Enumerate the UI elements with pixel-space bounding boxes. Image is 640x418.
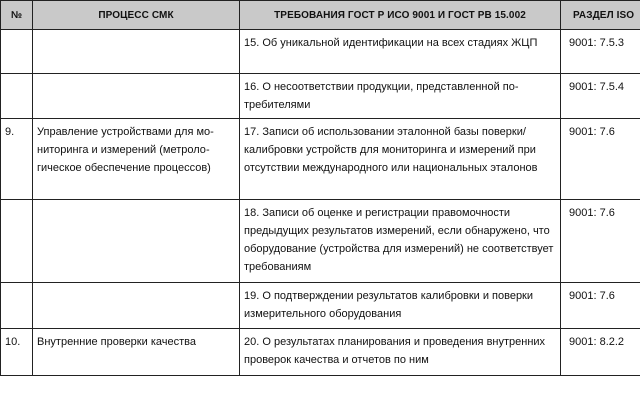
row-number: 10.	[1, 329, 33, 376]
row-section: 9001: 7.6	[561, 200, 640, 283]
row-section: 9001: 8.2.2	[561, 329, 640, 376]
row-process	[33, 283, 240, 329]
row-section: 9001: 7.6	[561, 283, 640, 329]
row-requirement: 18. Записи об оценке и регистрации правомочности предыдущих результатов измерений, если обнаружено, что оборудование (устройства для измерений) не соответствует требованиям	[240, 200, 561, 283]
row-number: 9.	[1, 119, 33, 200]
header-process: ПРОЦЕСС СМК	[33, 1, 240, 30]
header-requirements: ТРЕБОВАНИЯ ГОСТ Р ИСО 9001 И ГОСТ РВ 15.002	[240, 1, 561, 30]
row-section: 9001: 7.6	[561, 119, 640, 200]
row-number	[1, 283, 33, 329]
row-number	[1, 200, 33, 283]
table-row	[1, 30, 640, 74]
row-requirement: 15. Об уникальной идентификации на всех стадиях ЖЦП	[240, 30, 561, 74]
row-requirement: 20. О результатах планирования и проведения внутренних проверок качества и отчетов по ним	[240, 329, 561, 376]
row-process	[33, 200, 240, 283]
row-number	[1, 74, 33, 119]
row-process: Управление устройствами для мониторинга и измерений (метрологическое обеспечение процессов)	[33, 119, 240, 200]
row-requirement: 16. О несоответствии продукции, представленной потребителями	[240, 74, 561, 119]
table-row	[1, 119, 640, 200]
row-section: 9001: 7.5.4	[561, 74, 640, 119]
header-number: №	[1, 1, 33, 30]
row-number	[1, 30, 33, 74]
row-process	[33, 74, 240, 119]
table-row	[1, 283, 640, 329]
header-section: РАЗДЕЛ ISO	[561, 1, 640, 30]
header-row	[1, 1, 640, 30]
table-row	[1, 200, 640, 283]
row-requirement: 17. Записи об использовании эталонной базы поверки/калибровки устройств для мониторинга и измерений при отсутствии международного или национальных эталонов	[240, 119, 561, 200]
row-section: 9001: 7.5.3	[561, 30, 640, 74]
table-row	[1, 329, 640, 376]
row-process	[33, 30, 240, 74]
table-row	[1, 74, 640, 119]
row-process: Внутренние проверки качества	[33, 329, 240, 376]
row-requirement: 19. О подтверждении результатов калибровки и поверки измерительного оборудования	[240, 283, 561, 329]
